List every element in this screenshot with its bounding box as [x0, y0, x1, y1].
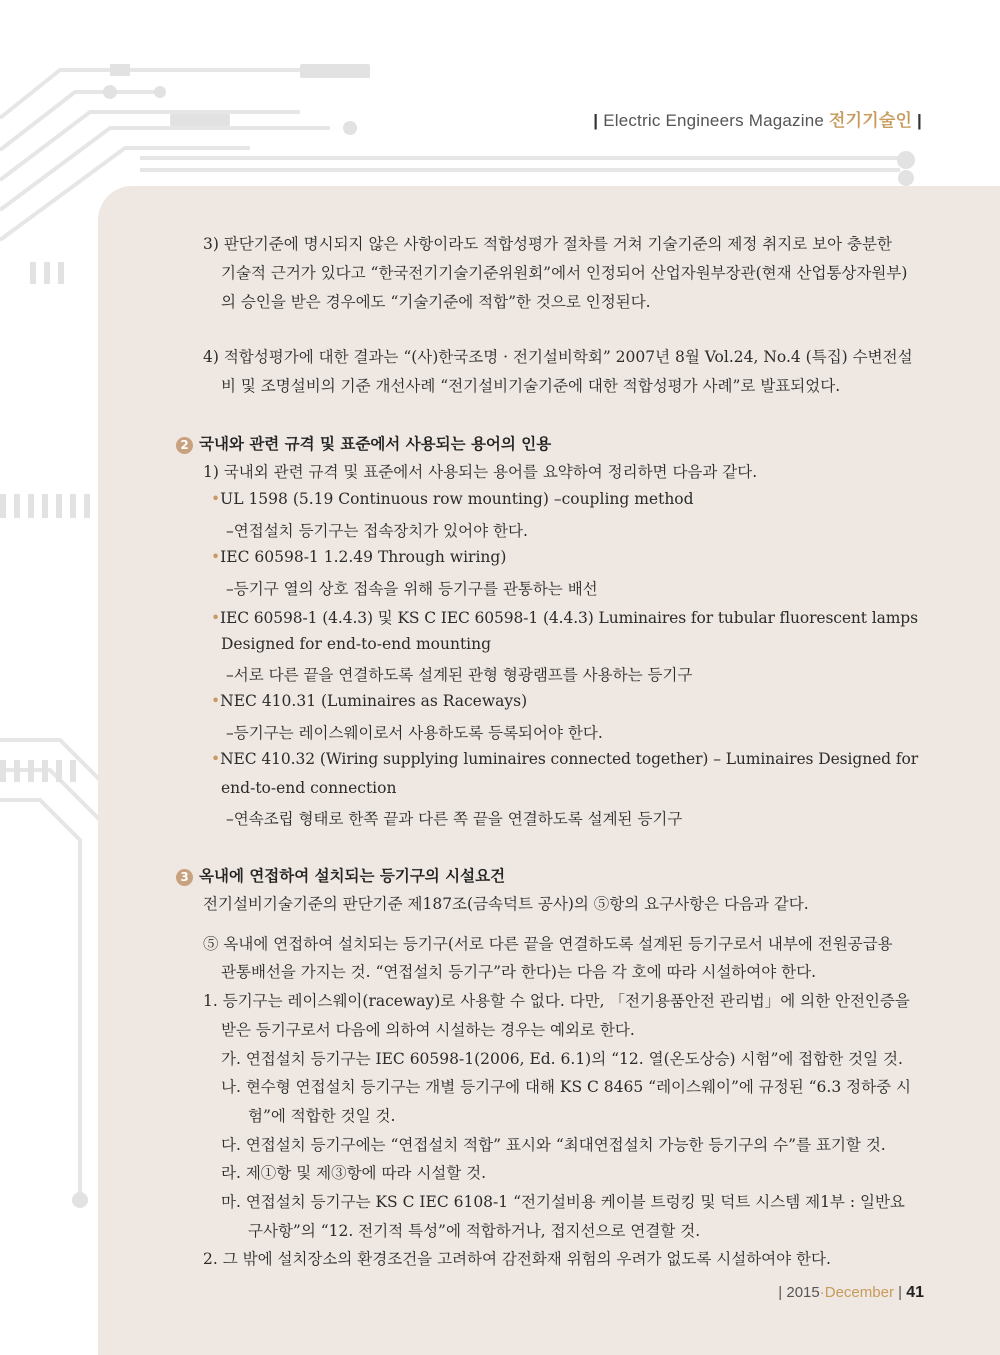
paragraph-line: 비 및 조명설비의 기준 개선사례 “전기설비기술기준에 대한 적합성평가 사례”로 발표되었다.	[221, 377, 841, 395]
list-item-desc: –서로 다른 끝을 연결하도록 설계된 관형 형광램프를 사용하는 등기구	[226, 666, 693, 684]
paragraph-line: 1) 국내외 관련 규격 및 표준에서 사용되는 용어를 요약하여 정리하면 다음과 같다.	[203, 463, 758, 481]
paragraph-line: 4) 적합성평가에 대한 결과는 “(사)한국조명 · 전기설비학회” 2007년 8월 Vol.24, No.4 (특집) 수변전설	[203, 348, 913, 366]
list-item-cont: end-to-end connection	[221, 779, 397, 797]
magazine-header: | Electric Engineers Magazine 전기기술인 |	[593, 111, 922, 130]
list-item-desc: –등기구 열의 상호 접속을 위해 등기구를 관통하는 배선	[226, 580, 598, 598]
list-item	[211, 490, 694, 508]
list-item	[211, 750, 918, 768]
paragraph-line: 마. 연접설치 등기구는 KS C IEC 6108-1 “전기설비용 케이블 트렁킹 및 덕트 시스템 제1부 : 일반요	[221, 1193, 905, 1211]
footer-separator: ·	[819, 1284, 825, 1301]
paragraph-line: 다. 연접설치 등기구에는 “연접설치 적합” 표시와 “최대연접설치 가능한 등기구의 수”를 표기할 것.	[221, 1136, 886, 1154]
section-title: 옥내에 연접하여 설치되는 등기구의 시설요건	[199, 867, 506, 885]
list-item	[211, 548, 506, 566]
paragraph-line: 라. 제①항 및 제③항에 따라 시설할 것.	[221, 1164, 487, 1182]
section-number-badge: 2	[176, 437, 193, 454]
paragraph-line: 구사항”의 “12. 전기적 특성”에 적합하거나, 접지선으로 연결할 것.	[248, 1222, 701, 1240]
list-item	[211, 692, 527, 710]
paragraph-line: 전기설비기술기준의 판단기준 제187조(금속덕트 공사)의 ⑤항의 요구사항은 다음과 같다.	[203, 895, 809, 913]
magazine-brand: 전기기술인	[828, 111, 913, 130]
paragraph-line: 3) 판단기준에 명시되지 않은 사항이라도 적합성평가 절차를 거쳐 기술기준의 제정 취지로 보아 충분한	[203, 235, 892, 253]
section-heading	[176, 432, 551, 454]
list-item-desc: –연속조립 형태로 한쪽 끝과 다른 쪽 끝을 연결하도록 설계된 등기구	[226, 810, 683, 828]
bullet-icon: •	[211, 750, 221, 768]
paragraph-line: 관통배선을 가지는 것. “연접설치 등기구”라 한다)는 다음 각 호에 따라 시설하여야 한다.	[221, 963, 817, 981]
paragraph-line: 1. 등기구는 레이스웨이(raceway)로 사용할 수 없다. 다만, 「전기용품안전 관리법」에 의한 안전인증을	[203, 992, 910, 1010]
list-item-cont: Designed for end-to-end mounting	[221, 635, 492, 653]
bullet-icon: •	[211, 490, 221, 508]
page-number: 41	[906, 1284, 924, 1301]
section-heading	[176, 864, 505, 886]
footer-year: 2015	[786, 1284, 820, 1301]
bullet-icon: •	[211, 692, 221, 710]
magazine-name: Electric Engineers Magazine	[603, 111, 825, 130]
paragraph-line: 나. 현수형 연접설치 등기구는 개별 등기구에 대해 KS C 8465 “레이스웨이”에 규정된 “6.3 정하중 시	[221, 1078, 911, 1096]
paragraph-line: 가. 연접설치 등기구는 IEC 60598-1(2006, Ed. 6.1)의 “12. 열(온도상승) 시험”에 접합한 것일 것.	[221, 1050, 903, 1068]
bullet-icon: •	[211, 609, 221, 627]
list-item-text: IEC 60598-1 (4.4.3) 및 KS C IEC 60598-1 (4.4.3) Luminaires for tubular fluorescent lamps	[220, 609, 918, 627]
list-item-text: UL 1598 (5.19 Continuous row mounting) –coupling method	[220, 490, 694, 508]
footer-month: December	[824, 1284, 894, 1301]
section-number-badge: 3	[176, 869, 193, 886]
list-item-text: NEC 410.31 (Luminaires as Raceways)	[220, 692, 528, 710]
list-item-desc: –등기구는 레이스웨이로서 사용하도록 등록되어야 한다.	[226, 724, 603, 742]
page-footer: | 2015·December | 41	[778, 1284, 924, 1301]
paragraph-line: 받은 등기구로서 다음에 의하여 시설하는 경우는 예외로 한다.	[221, 1021, 635, 1039]
list-item-text: IEC 60598-1 1.2.49 Through wiring)	[220, 548, 507, 566]
list-item-desc: –연접설치 등기구는 접속장치가 있어야 한다.	[226, 522, 528, 540]
paragraph-line: 기술적 근거가 있다고 “한국전기기술기준위원회”에서 인정되어 산업자원부장관(현재 산업통상자원부)	[221, 264, 908, 282]
section-title: 국내와 관련 규격 및 표준에서 사용되는 용어의 인용	[199, 435, 552, 453]
list-item	[211, 606, 918, 628]
paragraph-line: 험”에 적합한 것일 것.	[248, 1107, 396, 1125]
paragraph-line: ⑤ 옥내에 연접하여 설치되는 등기구(서로 다른 끝을 연결하도록 설계된 등기구로서 내부에 전원공급용	[203, 935, 893, 953]
list-item-text: NEC 410.32 (Wiring supplying luminaires connected together) – Luminaires Designed for	[220, 750, 919, 768]
bullet-icon: •	[211, 548, 221, 566]
paragraph-line: 의 승인을 받은 경우에도 “기술기준에 적합”한 것으로 인정된다.	[221, 293, 651, 311]
paragraph-line: 2. 그 밖에 설치장소의 환경조건을 고려하여 감전화재 위험의 우려가 없도록 시설하여야 한다.	[203, 1250, 831, 1268]
